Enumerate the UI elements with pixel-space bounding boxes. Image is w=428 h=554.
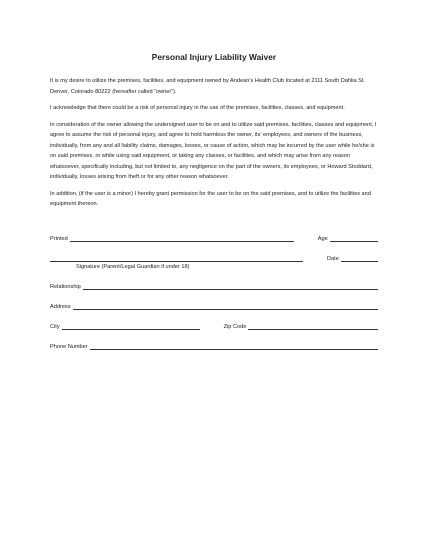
city-label: City: [50, 323, 60, 330]
relationship-label: Relationship: [50, 283, 81, 290]
relationship-field[interactable]: [83, 282, 378, 290]
signature-caption: Signature (Parent/Legal Guardian if under 18): [76, 263, 190, 270]
zip-code-field[interactable]: [248, 322, 378, 330]
zip-code-label: Zip Code: [223, 323, 247, 330]
paragraph-hold-harmless: In consideration of the owner allowing the undersigned user to be on and to utilize said premises, facilities, classes and equipment, I agree to assume the risk of personal injury, and agree to hold harmless the owner, its’ employees, and owners of the business, individually, from any and all liability claims, damages, losses, or cause of action, which may be incurred by the user while he/she is on said premises, or while using said equipment, or taking any classes, or facilities, and which may arise from any reason whatsoever, specifically including, but not limited to, any negligence on the part of the owners, its employees, or Howard Stoddard, individually, losses arising from theft or for any other reason whatsoever.: [50, 121, 377, 180]
printed-label: Printed: [50, 235, 68, 242]
printed-name-field[interactable]: [70, 234, 294, 242]
address-field[interactable]: [73, 302, 378, 310]
signature-date-row: [50, 252, 378, 262]
phone-number-field[interactable]: [90, 342, 378, 350]
age-field[interactable]: [330, 234, 378, 242]
printed-age-row: [50, 232, 378, 242]
address-row: [50, 300, 378, 310]
phone-row: [50, 340, 378, 350]
document-title: Personal Injury Liability Waiver: [151, 52, 277, 62]
relationship-row: [50, 280, 378, 290]
paragraph-premises: It is my desire to utilize the premises, facilities, and equipment owned by Andean’s Health Club located at 2111 South Dahlia St. Denver, Colorado 80222 (hereafter called “owner”).: [50, 78, 365, 95]
signature-form: [50, 232, 378, 350]
date-field[interactable]: [341, 254, 378, 262]
address-label: Address: [50, 303, 71, 310]
paragraph-minor-permission: In addition, (if the user is a minor) I hereby grant permission for the user to be on the said premises, and to utilize the facilities and equipment thereon.: [50, 190, 371, 207]
phone-number-label: Phone Number: [50, 343, 88, 350]
paragraph-risk-acknowledgement: I acknowledge that there could be a risk of personal injury in the use of the premises, facilities, classes, and equipment.: [50, 105, 345, 111]
signature-field[interactable]: [50, 254, 303, 262]
city-field[interactable]: [62, 322, 200, 330]
city-zip-row: [50, 320, 378, 330]
date-label: Date: [327, 255, 339, 262]
age-label: Age: [317, 235, 328, 242]
